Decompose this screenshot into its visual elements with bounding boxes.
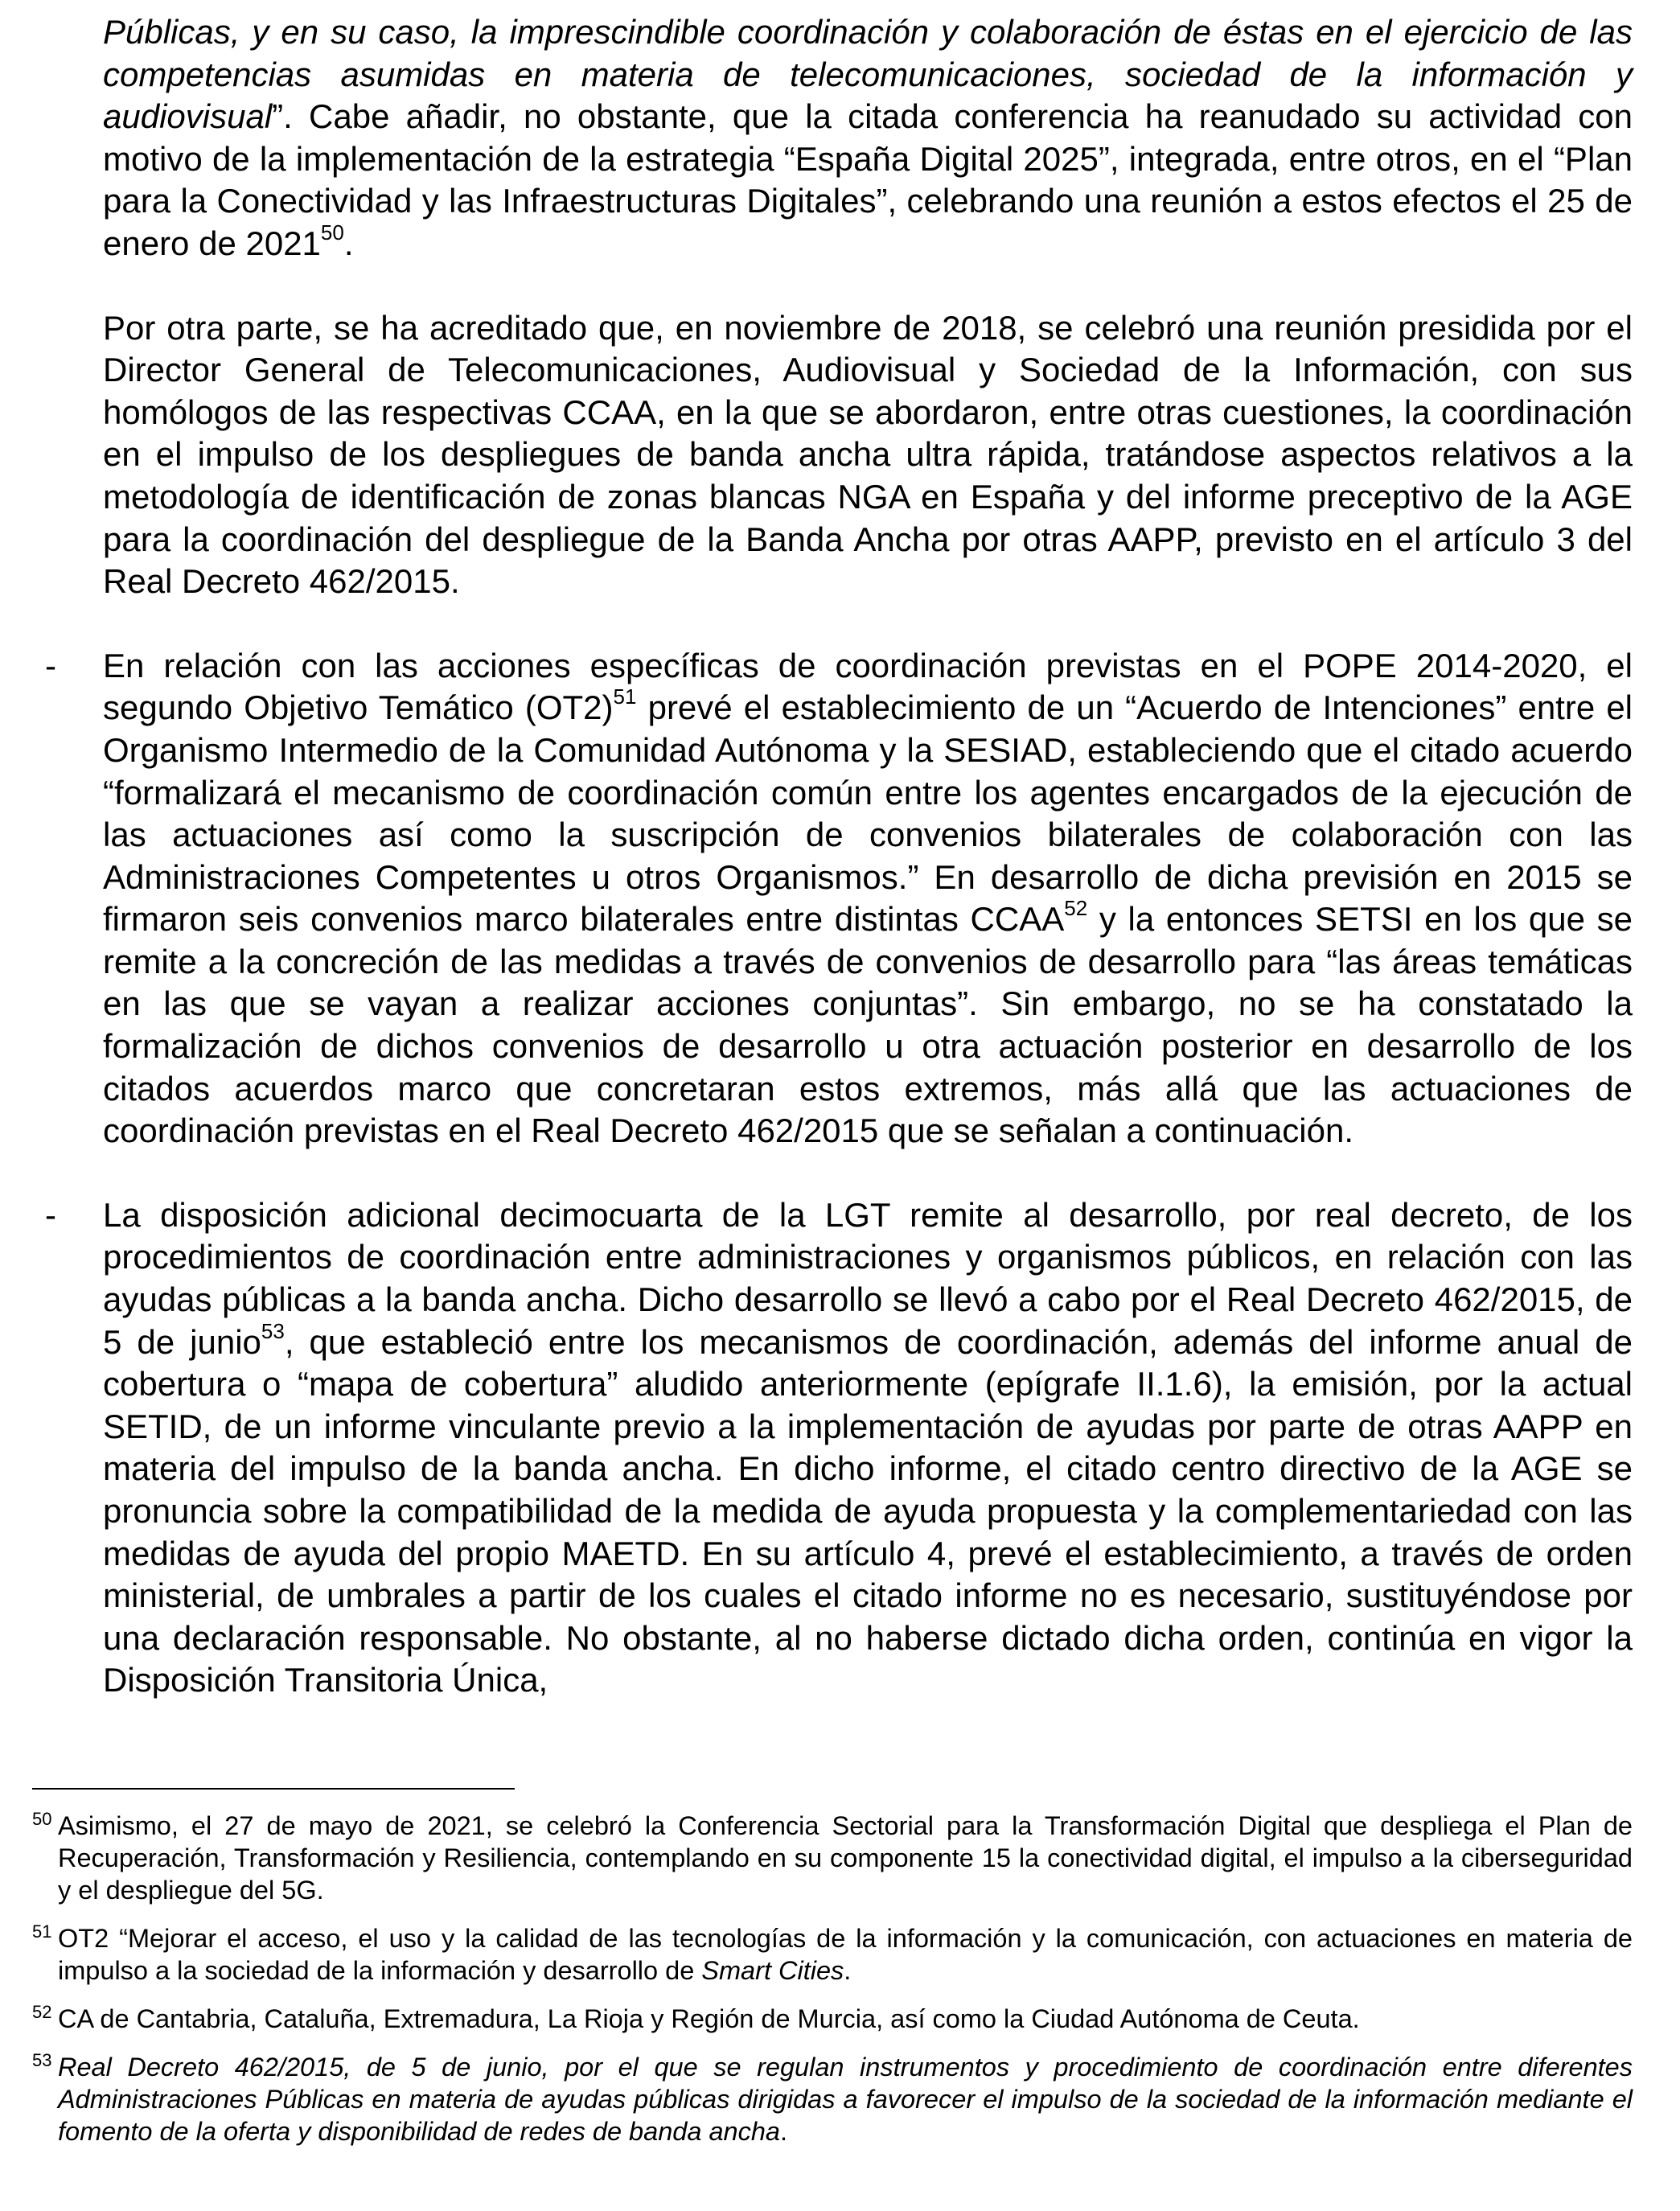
list-item: - En relación con las acciones específicas de coordinación previstas en el POPE 2014-2020, el segundo Objetivo Temático $(OT2)^{51}$ prevé el establecimiento de un “Acuerdo de Intenciones” entre el Organismo Intermedio de la Comunidad Autónoma y la SESIAD, estableciendo que el citado acuerdo “formalizará el mecanismo de coordinación común entre los agentes encargados de la ejecución de las actuaciones así como la suscripción de convenios bilaterales de colaboración con las Administraciones Competentes u otros Organismos.” En desarrollo de dicha previsión en 2015 se firmaron seis convenios marco bilaterales entre distintas CCAA$^{52}$ y la entonces SETSI en los que se remite a la concreción de las medidas a través de convenios de desarrollo para “las áreas temáticas en las que se vayan a realizar acciones conjuntas”. Sin embargo, no se ha constatado la formalización de dichos convenios de desarrollo u otra actuación posterior en desarrollo de los citados acuerdos marco que concretaran estos extremos, más allá que las actuaciones de coordinación previstas en el Real Decreto 462/2015 que se señalan a continuación.	[45, 646, 1633, 1150]
list-bullet: -	[45, 646, 56, 684]
paragraph-1: Públicas, y en su caso, la imprescindible coordinación y colaboración de éstas en el ejercicio de las competencias asumidas en materia de telecomunicaciones, sociedad de la información y audiovisual”. Cabe añadir, no obstante, que la citada conferencia ha reanudado su actividad con motivo de la implementación de la estrategia “España Digital 2025”, integrada, entre otros, en el “Plan para la Conectividad y las Infraestructuras Digitales”, celebrando una reunión a estos efectos el 25 de enero de 2021$^{50}$.	[103, 13, 1633, 262]
footnote-51: 51 OT2 “Mejorar el acceso, el uso y la calidad de las tecnologías de la información y la comunicación, con actuaciones en materia de impulso a la sociedad de la información y desarrollo de Smart Cities.	[32, 1921, 1633, 1985]
paragraph-2: Por otra parte, se ha acreditado que, en noviembre de 2018, se celebró una reunión presidida por el Director General de Telecomunicaciones, Audiovisual y Sociedad de la Información, con sus homólogos de las respectivas CCAA, en la que se abordaron, entre otras cuestiones, la coordinación en el impulso de los despliegues de banda ancha ultra rápida, tratándose aspectos relativos a la metodología de identificación de zonas blancas NGA en España y del informe preceptivo de la AGE para la coordinación del despliegue de la Banda Ancha por otras AAPP, previsto en el artículo 3 del Real Decreto 462/2015.	[103, 308, 1633, 601]
footnote-ref-53[interactable]: 53	[261, 1318, 285, 1343]
footnote-53: 53 Real Decreto 462/2015, de 5 de junio, por el que se regulan instrumentos y procedimiento de coordinación entre diferentes Administraciones Públicas en materia de ayudas públicas dirigidas a favorecer el impulso de la sociedad de la información mediante el fomento de la oferta y disponibilidad de redes de banda ancha.	[32, 2050, 1633, 2146]
list-bullet: -	[45, 1195, 56, 1234]
footnote-ref-51[interactable]: 51	[613, 684, 637, 709]
footnote-ref-50[interactable]: 50	[320, 220, 344, 245]
footnote-52: 52 CA de Cantabria, Cataluña, Extremadura, La Rioja y Región de Murcia, así como la Ciudad Autónoma de Ceuta.	[32, 2002, 1360, 2033]
footnote-50: 50 Asimismo, el 27 de mayo de 2021, se celebró la Conferencia Sectorial para la Transformación Digital que despliega el Plan de Recuperación, Transformación y Resiliencia, contemplando en su componente 15 la conectividad digital, el impulso a la ciberseguridad y el despliegue del 5G.	[32, 1809, 1633, 1905]
main-text	[45, 11, 1633, 1702]
footnote-ref-52[interactable]: 52	[1064, 896, 1088, 921]
paragraph-1-text: ”. Cabe añadir, no obstante, que la citada conferencia ha reanudado su actividad con motivo de la implementación de la estrategia “España Digital 2025”, integrada, entre otros, en el “Plan para la Conectividad y las Infraestructuras Digitales”, celebrando una reunión a estos efectos el 25 de enero de 2021	[103, 97, 1633, 262]
quote-italic: Públicas, y en su caso, la imprescindible coordinación y colaboración de éstas en el ejercicio de las competencias asumidas en materia de telecomunicaciones, sociedad de la información y audiovisual	[103, 13, 1633, 136]
list-item: - La disposición adicional decimocuarta de la LGT remite al desarrollo, por real decreto, de los procedimientos de coordinación entre administraciones y organismos públicos, en relación con las ayudas públicas a la banda ancha. Dicho desarrollo se llevó a cabo por el Real Decreto 462/2015, de 5 de junio$^{53}$, que estableció entre los mecanismos de coordinación, además del informe anual de cobertura o “mapa de cobertura” aludido anteriormente (epígrafe II.1.6), la emisión, por la actual SETID, de un informe vinculante previo a la implementación de ayudas por parte de otras AAPP en materia del impulso de la banda ancha. En dicho informe, el citado centro directivo de la AGE se pronuncia sobre la compatibilidad de la medida de ayuda propuesta y la complementariedad con las medidas de ayuda del propio MAETD. En su artículo 4, prevé el establecimiento, a través de orden ministerial, de umbrales a partir de los cuales el citado informe no es necesario, sustituyéndose por una declaración responsable. No obstante, al no haberse dictado dicha orden, continúa en vigor la Disposición Transitoria Única,	[45, 1195, 1633, 1699]
footnotes	[32, 1786, 1633, 2147]
